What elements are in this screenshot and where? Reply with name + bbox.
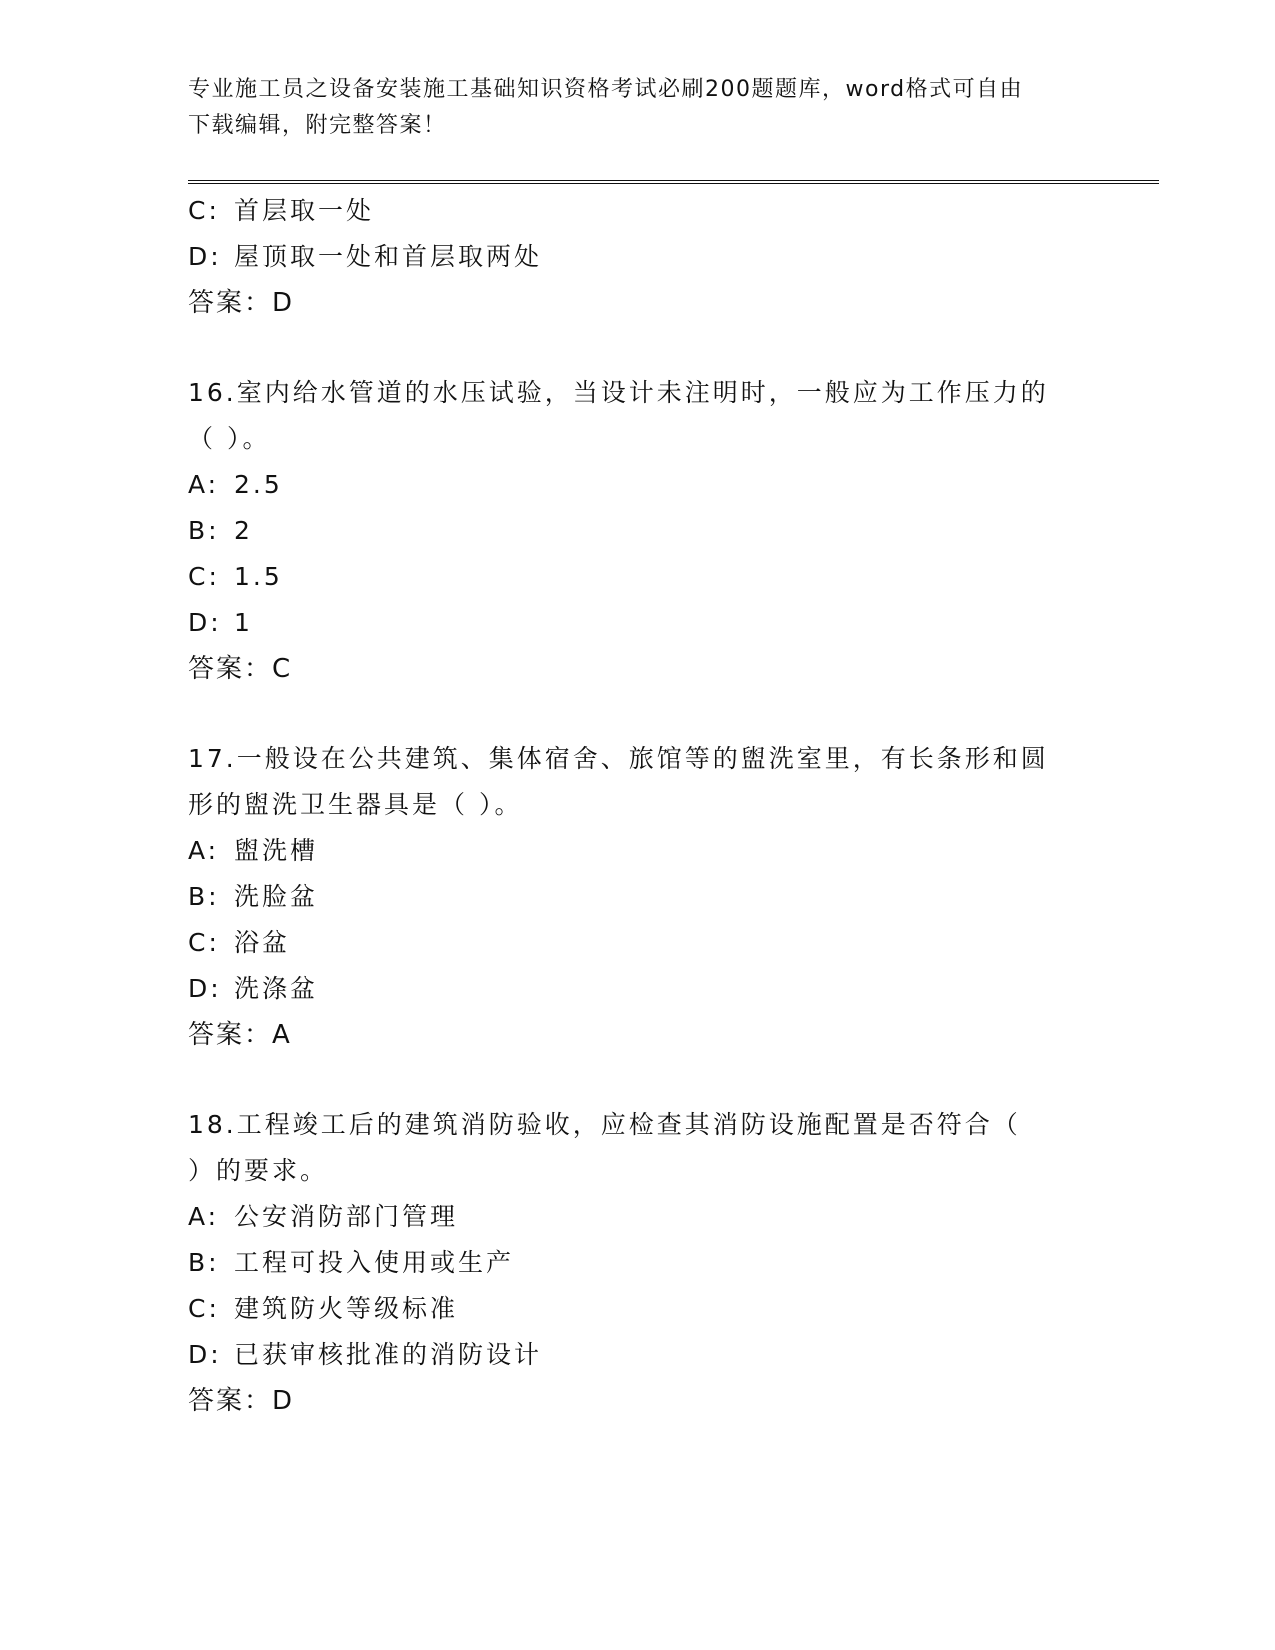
stem-line-2: （ ）。 bbox=[188, 424, 271, 453]
option-b bbox=[188, 874, 1088, 920]
question-stem bbox=[188, 1102, 1088, 1194]
stem-line-1: 18.工程竣工后的建筑消防验收，应检查其消防设施配置是否符合（ bbox=[188, 1110, 1021, 1139]
question-17 bbox=[188, 736, 1088, 1058]
option-letter: B: bbox=[188, 516, 220, 545]
answer-line: 答案：A bbox=[188, 1020, 292, 1050]
answer-line: 答案：C bbox=[188, 654, 293, 684]
answer-line: 答案：D bbox=[188, 1386, 295, 1416]
option-letter: C: bbox=[188, 562, 220, 591]
option-letter: D: bbox=[188, 1340, 222, 1369]
option-text: 浴盆 bbox=[234, 928, 291, 957]
option-text: 已获审核批准的消防设计 bbox=[234, 1340, 543, 1369]
stem-line-2: 形的盥洗卫生器具是（ ）。 bbox=[188, 790, 523, 819]
option-text: 1 bbox=[234, 608, 253, 637]
option-d bbox=[188, 234, 1088, 280]
answer-line: 答案：D bbox=[188, 288, 295, 318]
option-c bbox=[188, 188, 1088, 234]
option-c bbox=[188, 1286, 1088, 1332]
option-letter: A: bbox=[188, 836, 220, 865]
document-body bbox=[188, 188, 1088, 1424]
option-text: 建筑防火等级标准 bbox=[234, 1294, 459, 1323]
option-letter: C: bbox=[188, 196, 220, 225]
option-letter: B: bbox=[188, 882, 220, 911]
option-text: 2 bbox=[234, 516, 253, 545]
stem-line-1: 16.室内给水管道的水压试验，当设计未注明时，一般应为工作压力的 bbox=[188, 378, 1049, 407]
stem-line-2: ）的要求。 bbox=[188, 1156, 329, 1185]
option-letter: A: bbox=[188, 1202, 220, 1231]
option-c bbox=[188, 554, 1088, 600]
option-d bbox=[188, 966, 1088, 1012]
stem-line-1: 17.一般设在公共建筑、集体宿舍、旅馆等的盥洗室里，有长条形和圆 bbox=[188, 744, 1049, 773]
option-d bbox=[188, 1332, 1088, 1378]
option-text: 洗涤盆 bbox=[234, 974, 319, 1003]
option-letter: C: bbox=[188, 928, 220, 957]
page-header bbox=[188, 72, 1088, 144]
option-text: 2.5 bbox=[234, 470, 283, 499]
option-a bbox=[188, 1194, 1088, 1240]
option-a bbox=[188, 462, 1088, 508]
option-letter: D: bbox=[188, 608, 222, 637]
option-text: 首层取一处 bbox=[234, 196, 375, 225]
question-stem bbox=[188, 370, 1088, 462]
header-line-2: 下载编辑，附完整答案！ bbox=[188, 113, 447, 138]
option-b bbox=[188, 508, 1088, 554]
option-c bbox=[188, 920, 1088, 966]
option-letter: D: bbox=[188, 974, 222, 1003]
header-line-1: 专业施工员之设备安装施工基础知识资格考试必刷200题题库，word格式可自由 bbox=[188, 77, 1024, 102]
option-d bbox=[188, 600, 1088, 646]
option-text: 公安消防部门管理 bbox=[234, 1202, 459, 1231]
option-text: 盥洗槽 bbox=[234, 836, 319, 865]
option-text: 1.5 bbox=[234, 562, 283, 591]
question-stem bbox=[188, 736, 1088, 828]
option-text: 屋顶取一处和首层取两处 bbox=[234, 242, 543, 271]
header-divider bbox=[188, 180, 1159, 184]
option-letter: D: bbox=[188, 242, 222, 271]
option-b bbox=[188, 1240, 1088, 1286]
option-letter: A: bbox=[188, 470, 220, 499]
question-15-continued bbox=[188, 188, 1088, 326]
option-letter: B: bbox=[188, 1248, 220, 1277]
question-16 bbox=[188, 370, 1088, 692]
option-letter: C: bbox=[188, 1294, 220, 1323]
option-text: 工程可投入使用或生产 bbox=[234, 1248, 515, 1277]
option-a bbox=[188, 828, 1088, 874]
option-text: 洗脸盆 bbox=[234, 882, 319, 911]
question-18 bbox=[188, 1102, 1088, 1424]
